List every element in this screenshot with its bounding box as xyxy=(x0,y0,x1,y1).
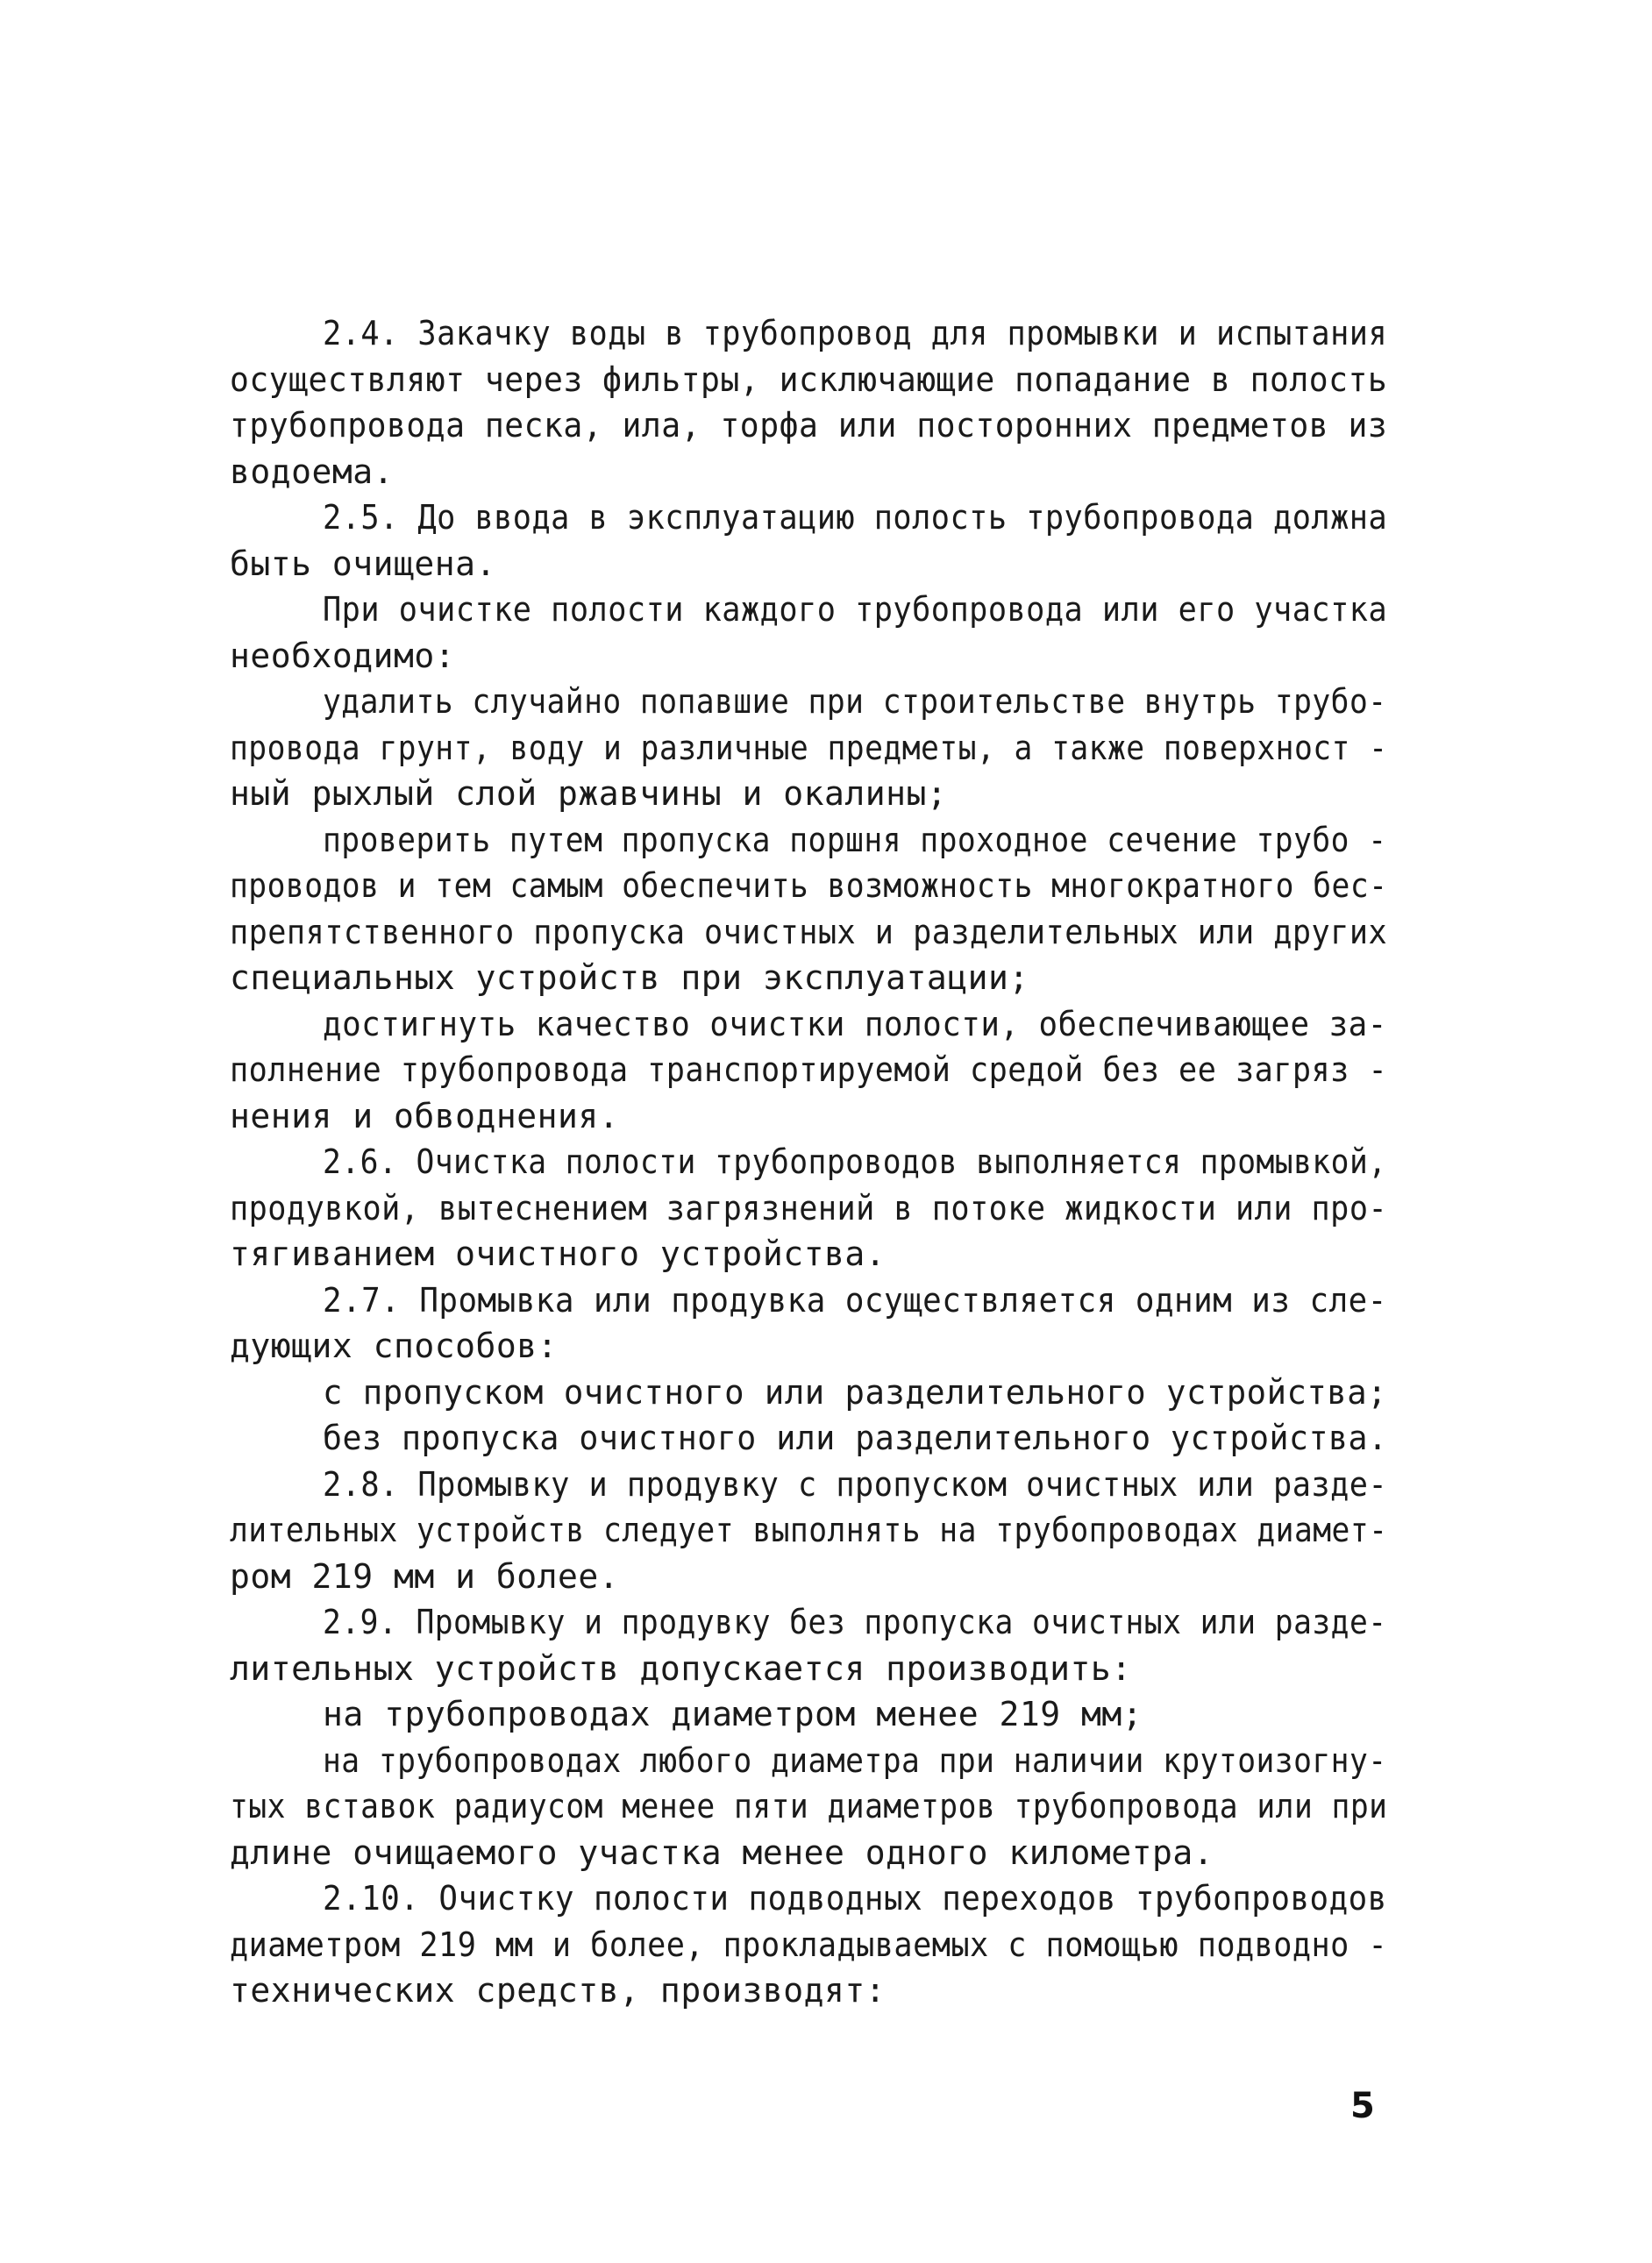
text-line: продувкой, вытеснением загрязнений в потоке жидкости или про- xyxy=(230,1189,1388,1228)
text-line: тягиванием очистного устройства. xyxy=(230,1235,887,1273)
text-line: водоема. xyxy=(230,452,395,491)
text-line: с пропуском очистного или разделительного устройства; xyxy=(323,1373,1388,1412)
text-line: 2.9. Промывку и продувку без пропуска очистных или разде- xyxy=(323,1603,1387,1641)
text-line: осуществляют через фильтры, исключающие попадание в полость xyxy=(230,360,1388,399)
text-line: 2.7. Промывка или продувка осуществляется одним из сле- xyxy=(323,1281,1387,1320)
text-line: специальных устройств при эксплуатации; xyxy=(230,958,1029,997)
text-line: достигнуть качество очистки полости, обеспечивающее за- xyxy=(323,1005,1387,1043)
text-line: проверить путем пропуска поршня проходное сечение трубо - xyxy=(323,821,1387,859)
text-line: на трубопроводах диаметром менее 219 мм; xyxy=(323,1695,1143,1733)
text-line: провода грунт, воду и различные предметы, а также поверхност - xyxy=(230,729,1388,767)
text-line: 2.5. До ввода в эксплуатацию полость трубопровода должна xyxy=(323,498,1388,537)
text-line: тых вставок радиусом менее пяти диаметров трубопровода или при xyxy=(230,1787,1388,1825)
text-line: 2.6. Очистка полости трубопроводов выполняется промывкой, xyxy=(323,1142,1387,1181)
text-line: препятственного пропуска очистных и разделительных или других xyxy=(230,913,1388,951)
text-line: трубопровода песка, ила, торфа или посторонних предметов из xyxy=(230,406,1388,445)
text-line: ный рыхлый слой ржавчины и окалины; xyxy=(230,774,948,813)
text-line: При очистке полости каждого трубопровода или его участка xyxy=(323,590,1388,629)
text-line: 2.4. Закачку воды в трубопровод для промывки и испытания xyxy=(323,314,1388,352)
text-line: технических средств, производят: xyxy=(230,1971,887,2010)
text-line: без пропуска очистного или разделительного устройства. xyxy=(323,1419,1388,1457)
text-line: на трубопроводах любого диаметра при наличии крутоизогну- xyxy=(323,1741,1387,1780)
text-line: необходимо: xyxy=(230,637,456,675)
text-line: диаметром 219 мм и более, прокладываемых с помощью подводно - xyxy=(230,1925,1388,1964)
text-line: дующих способов: xyxy=(230,1327,559,1365)
text-line: лительных устройств допускается производить: xyxy=(230,1649,1132,1688)
text-line: длине очищаемого участка менее одного километра. xyxy=(230,1833,1214,1872)
page-number: 5 xyxy=(1350,2086,1375,2126)
text-line: лительных устройств следует выполнять на трубопроводах диамет- xyxy=(230,1511,1388,1549)
text-line: удалить случайно попавшие при строительстве внутрь трубо- xyxy=(323,682,1387,721)
text-line: 2.10. Очистку полости подводных переходов трубопроводов xyxy=(323,1879,1387,1918)
text-line: быть очищена. xyxy=(230,544,496,583)
text-line: нения и обводнения. xyxy=(230,1097,620,1135)
text-line: полнение трубопровода транспортируемой средой без ее загряз - xyxy=(230,1050,1388,1089)
text-line: ром 219 мм и более. xyxy=(230,1557,620,1596)
text-line: 2.8. Промывку и продувку с пропуском очистных или разде- xyxy=(323,1465,1388,1504)
text-line: проводов и тем самым обеспечить возможность многократного бес- xyxy=(230,866,1388,905)
